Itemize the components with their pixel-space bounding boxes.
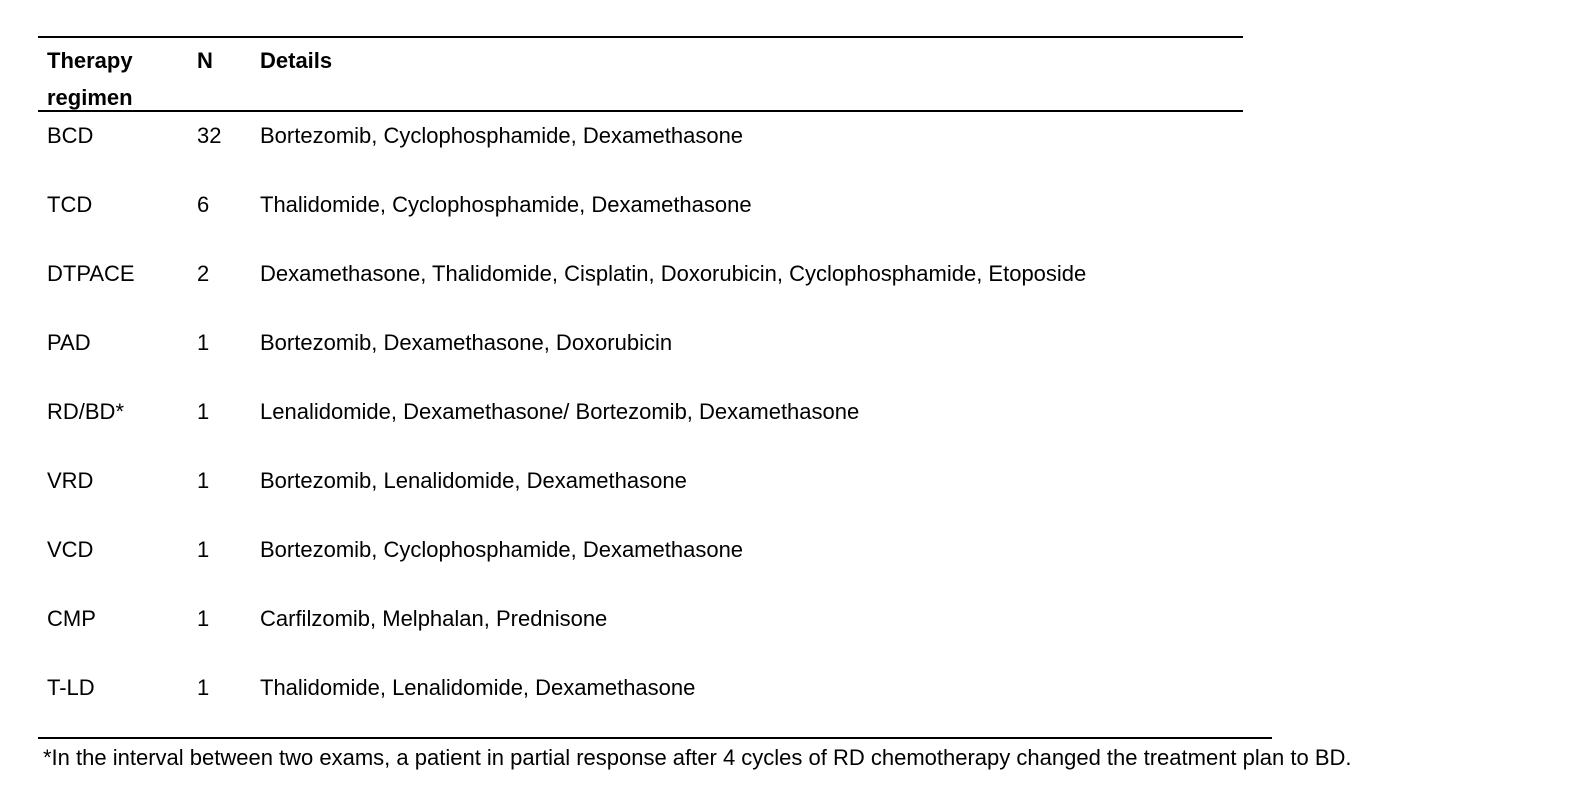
regimen-cell: VRD [47, 468, 94, 493]
table-row [38, 181, 1243, 250]
therapy-regimen-table [38, 36, 1243, 739]
regimen-cell: TCD [47, 192, 93, 217]
table-row [38, 112, 1243, 181]
details-cell: Dexamethasone, Thalidomide, Cisplatin, Doxorubicin, Cyclophosphamide, Etoposide [260, 261, 1087, 286]
column-header-n: N [197, 48, 213, 73]
regimen-cell: BCD [47, 123, 94, 148]
details-cell: Bortezomib, Cyclophosphamide, Dexamethasone [260, 537, 744, 562]
regimen-cell: CMP [47, 606, 96, 631]
n-cell: 32 [197, 123, 222, 148]
table-row [38, 526, 1243, 595]
n-cell: 1 [197, 468, 210, 493]
table-row [38, 457, 1243, 526]
details-cell: Thalidomide, Lenalidomide, Dexamethasone [260, 675, 696, 700]
details-cell: Bortezomib, Cyclophosphamide, Dexamethasone [260, 123, 744, 148]
table-row [38, 664, 1243, 733]
n-cell: 1 [197, 606, 210, 631]
details-cell: Thalidomide, Cyclophosphamide, Dexamethasone [260, 192, 752, 217]
regimen-cell: PAD [47, 330, 91, 355]
table-body [38, 112, 1243, 733]
regimen-cell: VCD [47, 537, 94, 562]
regimen-cell: T-LD [47, 675, 95, 700]
table-row [38, 595, 1243, 664]
column-header-therapy-regimen: Therapy regimen [47, 48, 133, 110]
table-row [38, 319, 1243, 388]
table-row [38, 388, 1243, 457]
details-cell: Bortezomib, Lenalidomide, Dexamethasone [260, 468, 687, 493]
regimen-cell: RD/BD* [47, 399, 125, 424]
n-cell: 6 [197, 192, 210, 217]
details-cell: Carfilzomib, Melphalan, Prednisone [260, 606, 608, 631]
details-cell: Lenalidomide, Dexamethasone/ Bortezomib, Dexamethasone [260, 399, 860, 424]
column-header-details: Details [260, 48, 333, 73]
n-cell: 1 [197, 330, 210, 355]
regimen-cell: DTPACE [47, 261, 135, 286]
table-header-row [38, 38, 1243, 110]
n-cell: 2 [197, 261, 210, 286]
n-cell: 1 [197, 399, 210, 424]
table-row [38, 250, 1243, 319]
n-cell: 1 [197, 537, 210, 562]
table-footnote: *In the interval between two exams, a patient in partial response after 4 cycles of RD chemotherapy changed the treatment plan to BD. [43, 745, 1352, 770]
table-bottom-rule [38, 737, 1272, 739]
n-cell: 1 [197, 675, 210, 700]
details-cell: Bortezomib, Dexamethasone, Doxorubicin [260, 330, 673, 355]
